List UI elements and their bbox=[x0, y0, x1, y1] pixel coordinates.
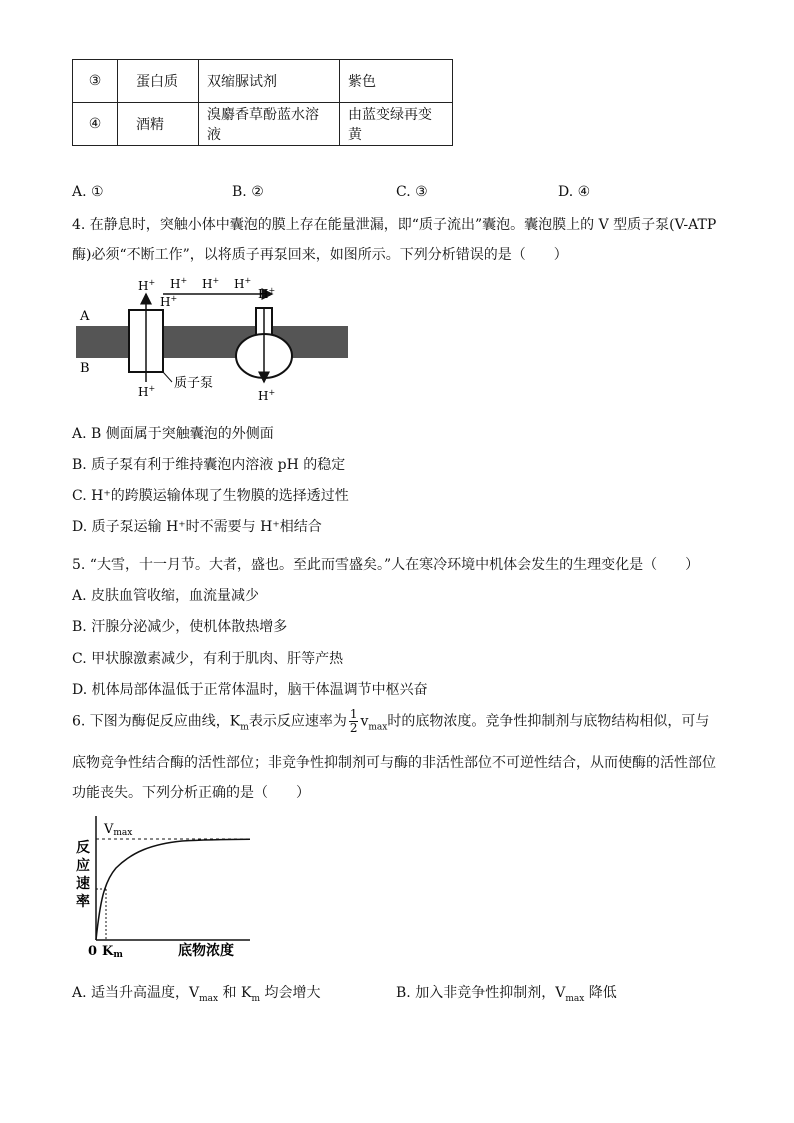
table-cell-reagent: 双缩脲试剂 bbox=[199, 60, 340, 103]
q4-option-d: D. 质子泵运输 H⁺时不需要与 H⁺相结合 bbox=[72, 519, 322, 535]
table-cell-result: 由蓝变绿再变黄 bbox=[340, 103, 453, 146]
x-axis-label: 底物浓度 bbox=[178, 943, 234, 959]
km-label: Km bbox=[102, 944, 123, 960]
q5-option-b: B. 汗腺分泌减少，使机体散热增多 bbox=[72, 619, 288, 635]
reagent-table bbox=[72, 59, 453, 146]
q4-option-b: B. 质子泵有利于维持囊泡内溶液 pH 的稳定 bbox=[72, 457, 346, 473]
half-fraction: $\frac{1}{2}$ bbox=[349, 707, 358, 735]
q5-stem: 5. “大雪，十一月节。大者，盛也。至此而雪盛矣。”人在寒冷环境中机体会发生的生理变化是（ ） bbox=[72, 557, 700, 573]
q4-stem-line2: 酶)必须“不断工作”，以将质子再泵回来，如图所示。下列分析错误的是（ ） bbox=[72, 247, 568, 263]
q5-option-c: C. 甲状腺激素减少，有利于肌肉、肝等产热 bbox=[72, 651, 344, 667]
q4-option-a: A. B 侧面属于突触囊泡的外侧面 bbox=[72, 426, 274, 442]
h-ion-label: H+ bbox=[258, 388, 276, 403]
q6-stem-line2: 底物竞争性结合酶的活性部位；非竞争性抑制剂可与酶的非活性部位不可逆性结合，从而使酶的活性部位 bbox=[72, 755, 716, 771]
side-b-label: B bbox=[80, 361, 90, 376]
table-row bbox=[73, 103, 453, 146]
q6-stem-line3: 功能丧失。下列分析正确的是（ ） bbox=[72, 785, 310, 801]
q4-stem-line1: 4. 在静息时，突触小体中囊泡的膜上存在能量泄漏，即“质子流出”囊泡。囊泡膜上的 V 型质子泵(V-ATP bbox=[72, 217, 717, 233]
table-cell-substance: 酒精 bbox=[118, 103, 199, 146]
table-cell-reagent: 溴麝香草酚蓝水溶液 bbox=[199, 103, 340, 146]
q3-option-b: B. ② bbox=[232, 184, 264, 200]
q5-option-d: D. 机体局部体温低于正常体温时，脑干体温调节中枢兴奋 bbox=[72, 682, 428, 698]
q3-option-c: C. ③ bbox=[396, 184, 428, 200]
y-axis-label-3: 速 bbox=[76, 876, 90, 892]
q3-option-d: D. ④ bbox=[558, 184, 591, 200]
y-axis-label-1: 反 bbox=[76, 840, 90, 856]
h-ion-label: H+ bbox=[234, 276, 252, 291]
table-cell-substance: 蛋白质 bbox=[118, 60, 199, 103]
table-cell-no: ④ bbox=[73, 103, 118, 146]
vmax-label: Vmax bbox=[104, 822, 133, 838]
q6-stem-line1: 6. 下图为酶促反应曲线，$K_m$表示反应速率为 $\frac{1}{2}$ $v_{max}$时的底物浓度。竞争性抑制剂与底物结构相似，可与 bbox=[72, 707, 710, 735]
reaction-curve bbox=[96, 839, 250, 940]
pump-label-leader bbox=[163, 372, 172, 382]
q4-option-c: C. H⁺的跨膜运输体现了生物膜的选择透过性 bbox=[72, 488, 349, 504]
enzyme-kinetics-graph bbox=[72, 812, 262, 964]
q5-option-a: A. 皮肤血管收缩，血流量减少 bbox=[72, 588, 260, 604]
h-ion-label: H+ bbox=[138, 278, 156, 293]
side-a-label: A bbox=[80, 309, 90, 324]
y-axis-label-2: 应 bbox=[76, 858, 90, 874]
h-ion-label: H+ bbox=[202, 276, 220, 291]
h-ion-label: H+ bbox=[258, 286, 276, 301]
q6-option-a: A. 适当升高温度，$V_{max}$ 和 $K_m$ 均会增大 bbox=[72, 985, 321, 1004]
table-cell-result: 紫色 bbox=[340, 60, 453, 103]
table-row bbox=[73, 60, 453, 103]
q6-option-b: B. 加入非竞争性抑制剂，$V_{max}$ 降低 bbox=[396, 985, 617, 1004]
q3-option-a: A. ① bbox=[72, 184, 104, 200]
h-ion-label: H+ bbox=[138, 384, 156, 399]
membrane bbox=[76, 326, 348, 358]
h-ion-label: H+ bbox=[170, 276, 188, 291]
y-axis-label-4: 率 bbox=[76, 894, 90, 910]
table-cell-no: ③ bbox=[73, 60, 118, 103]
proton-pump-figure bbox=[72, 274, 362, 404]
h-ion-label: H+ bbox=[160, 294, 178, 309]
pump-label: 质子泵 bbox=[174, 376, 214, 391]
origin-label: 0 bbox=[88, 944, 98, 959]
